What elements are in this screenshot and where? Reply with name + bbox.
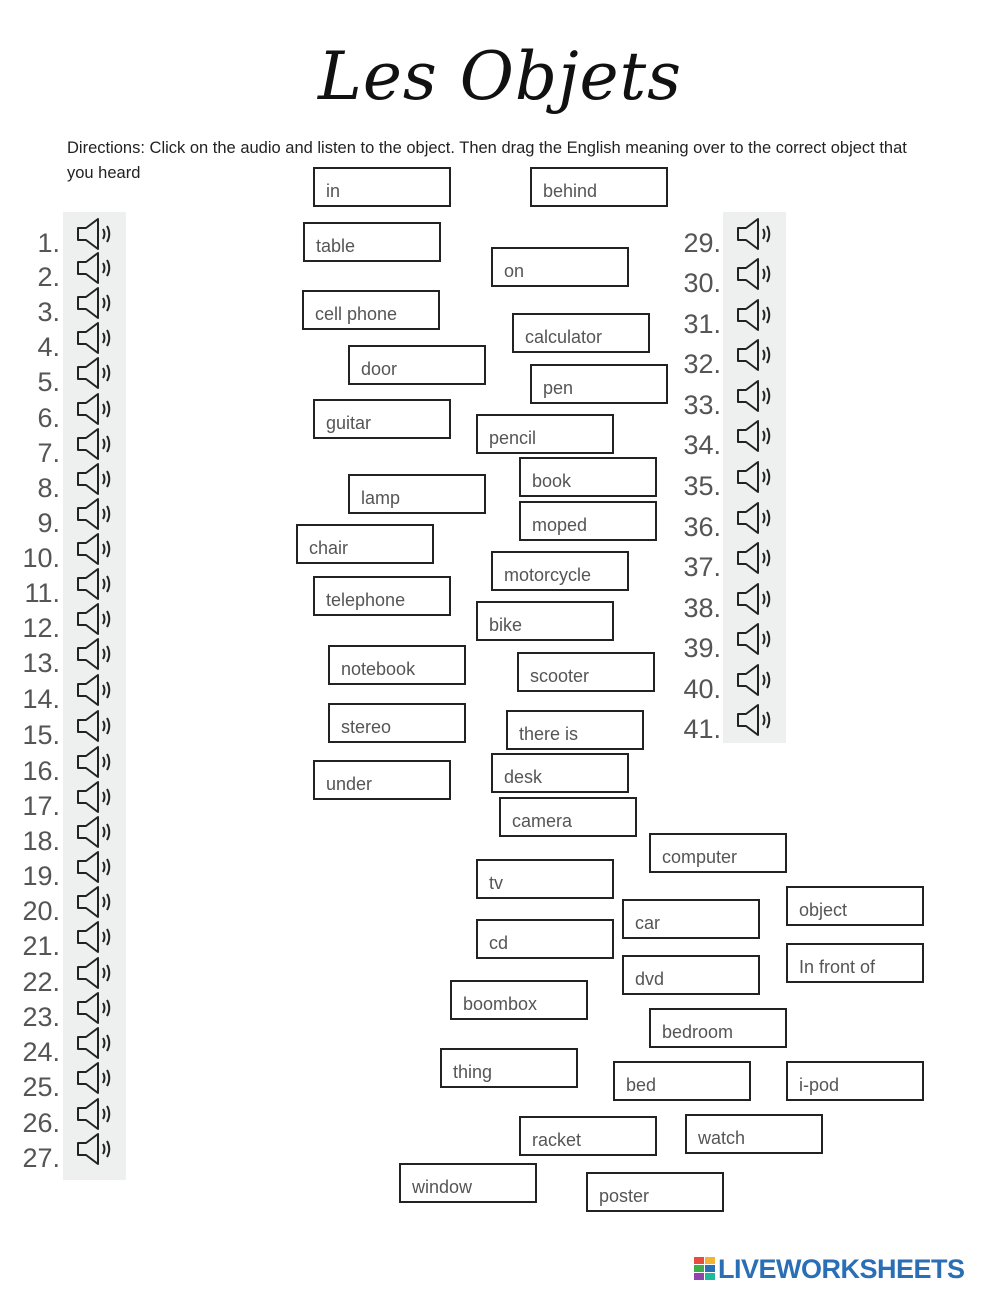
word-tile[interactable]: poster [586,1172,724,1212]
word-tile[interactable]: guitar [313,399,451,439]
item-number: 1. [37,228,60,258]
word-tile[interactable]: stereo [328,703,466,743]
item-number: 40. [683,674,721,704]
item-number: 16. [22,756,60,786]
speaker-icon[interactable] [734,540,778,576]
item-number: 20. [22,896,60,926]
word-tile[interactable]: under [313,760,451,800]
item-number: 39. [683,633,721,663]
speaker-icon[interactable] [74,955,118,991]
speaker-icon[interactable] [74,1131,118,1167]
word-tile[interactable]: motorcycle [491,551,629,591]
speaker-icon[interactable] [734,256,778,292]
item-number: 35. [683,471,721,501]
word-tile[interactable]: In front of [786,943,924,983]
item-number: 17. [22,791,60,821]
liveworksheets-logo [694,1254,965,1285]
speaker-icon[interactable] [74,426,118,462]
word-tile[interactable]: telephone [313,576,451,616]
speaker-icon[interactable] [74,990,118,1026]
item-number: 37. [683,552,721,582]
word-tile[interactable]: thing [440,1048,578,1088]
word-tile[interactable]: bedroom [649,1008,787,1048]
word-tile[interactable]: lamp [348,474,486,514]
directions-text: Directions: Click on the audio and listen to the object. Then drag the English meaning over to the correct object that you heard [67,139,907,182]
item-number: 19. [22,861,60,891]
word-tile[interactable]: watch [685,1114,823,1154]
word-tile[interactable]: cd [476,919,614,959]
item-number: 8. [37,473,60,503]
speaker-icon[interactable] [734,621,778,657]
speaker-icon[interactable] [74,496,118,532]
speaker-icon[interactable] [74,531,118,567]
item-number: 32. [683,349,721,379]
speaker-icon[interactable] [74,919,118,955]
speaker-icon[interactable] [74,1025,118,1061]
item-number: 5. [37,367,60,397]
word-tile[interactable]: cell phone [302,290,440,330]
speaker-icon[interactable] [734,662,778,698]
item-number: 10. [22,543,60,573]
speaker-icon[interactable] [734,581,778,617]
liveworksheets-logo-icon [694,1257,716,1281]
word-tile[interactable]: notebook [328,645,466,685]
word-tile[interactable]: behind [530,167,668,207]
word-tile[interactable]: on [491,247,629,287]
word-tile[interactable]: desk [491,753,629,793]
word-tile[interactable]: object [786,886,924,926]
speaker-icon[interactable] [74,250,118,286]
word-tile[interactable]: pen [530,364,668,404]
item-number: 2. [37,262,60,292]
speaker-icon[interactable] [74,285,118,321]
item-number: 3. [37,297,60,327]
speaker-icon[interactable] [74,566,118,602]
speaker-icon[interactable] [734,216,778,252]
word-tile[interactable]: chair [296,524,434,564]
word-tile[interactable]: table [303,222,441,262]
item-number: 30. [683,268,721,298]
item-number: 11. [24,578,60,608]
item-number: 31. [683,309,721,339]
speaker-icon[interactable] [74,708,118,744]
speaker-icon[interactable] [734,337,778,373]
page-title: Les Objets [317,38,682,115]
speaker-icon[interactable] [734,297,778,333]
item-number: 4. [37,332,60,362]
word-tile[interactable]: camera [499,797,637,837]
word-tile[interactable]: i-pod [786,1061,924,1101]
speaker-icon[interactable] [74,849,118,885]
word-tile[interactable]: moped [519,501,657,541]
item-number: 6. [37,403,60,433]
speaker-icon[interactable] [74,391,118,427]
item-number: 12. [22,613,60,643]
item-number: 7. [37,438,60,468]
item-number: 33. [683,390,721,420]
logo-text: LIVEWORKSHEETS [718,1254,965,1284]
speaker-icon[interactable] [734,459,778,495]
word-tile[interactable]: scooter [517,652,655,692]
speaker-icon[interactable] [734,500,778,536]
item-number: 29. [683,228,721,258]
speaker-icon[interactable] [74,779,118,815]
word-tile[interactable]: dvd [622,955,760,995]
speaker-icon[interactable] [74,884,118,920]
word-tile[interactable]: calculator [512,313,650,353]
item-number: 41. [683,714,721,744]
item-number: 34. [683,430,721,460]
speaker-icon[interactable] [74,636,118,672]
speaker-icon[interactable] [74,672,118,708]
word-tile[interactable]: car [622,899,760,939]
speaker-icon[interactable] [74,216,118,252]
item-number: 13. [22,648,60,678]
word-tile[interactable]: boombox [450,980,588,1020]
speaker-icon[interactable] [74,744,118,780]
word-tile[interactable]: window [399,1163,537,1203]
word-tile[interactable]: book [519,457,657,497]
speaker-icon[interactable] [734,378,778,414]
item-number: 15. [22,720,60,750]
item-number: 24. [22,1037,60,1067]
word-tile[interactable]: bed [613,1061,751,1101]
speaker-icon[interactable] [734,702,778,738]
item-number: 22. [22,967,60,997]
item-number: 23. [22,1002,60,1032]
item-number: 18. [22,826,60,856]
speaker-icon[interactable] [74,1060,118,1096]
item-number: 9. [37,508,60,538]
speaker-icon[interactable] [74,1096,118,1132]
word-tile[interactable]: in [313,167,451,207]
item-number: 25. [22,1072,60,1102]
speaker-icon[interactable] [74,601,118,637]
item-number: 26. [22,1108,60,1138]
speaker-icon[interactable] [74,320,118,356]
item-number: 14. [22,684,60,714]
word-tile[interactable]: racket [519,1116,657,1156]
speaker-icon[interactable] [74,814,118,850]
word-tile[interactable]: there is [506,710,644,750]
word-tile[interactable]: bike [476,601,614,641]
word-tile[interactable]: door [348,345,486,385]
item-number: 27. [22,1143,60,1173]
speaker-icon[interactable] [74,355,118,391]
word-tile[interactable]: pencil [476,414,614,454]
item-number: 36. [683,512,721,542]
speaker-icon[interactable] [74,461,118,497]
word-tile[interactable]: computer [649,833,787,873]
word-tile[interactable]: tv [476,859,614,899]
speaker-icon[interactable] [734,418,778,454]
item-number: 38. [683,593,721,623]
item-number: 21. [22,931,60,961]
